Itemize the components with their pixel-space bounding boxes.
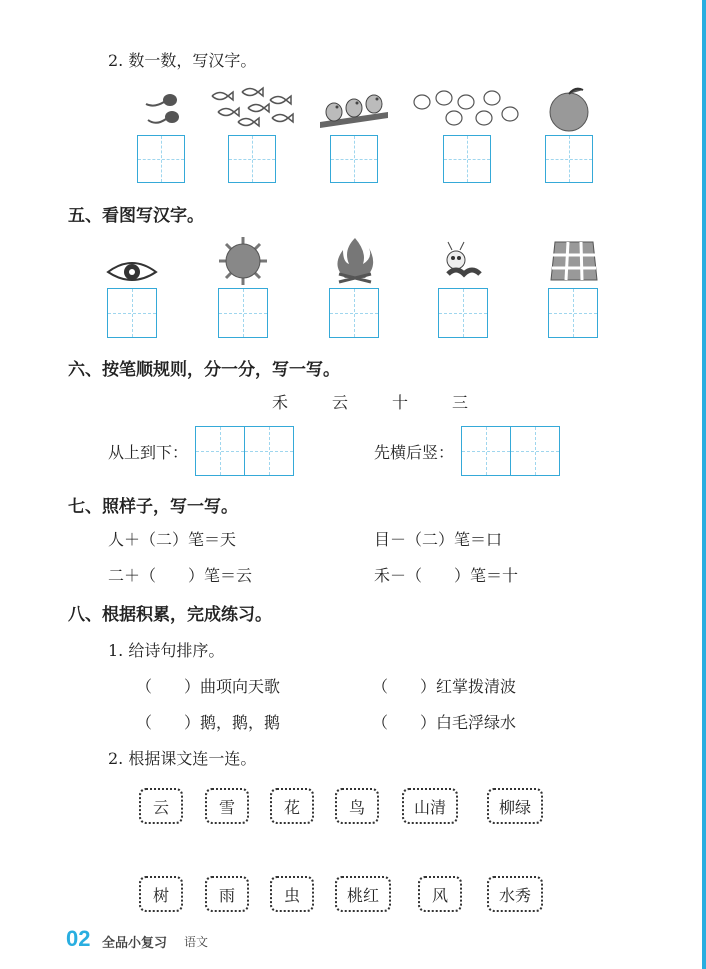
match-card-bottom[interactable]: 雨 <box>205 876 249 912</box>
writing-grid[interactable] <box>218 288 268 338</box>
poem-line: （ ）红掌拨清波 <box>372 677 517 696</box>
example-row: 目－（二）笔＝口 <box>374 530 503 549</box>
stroke-char: 禾 <box>272 393 289 412</box>
birds-on-branch-icon <box>318 86 390 130</box>
poem-line: （ ）鹅，鹅，鹅 <box>136 713 281 732</box>
match-card-top[interactable]: 云 <box>139 788 183 824</box>
section7-heading: 七、照样子，写一写。 <box>68 497 238 517</box>
stroke-char: 十 <box>392 393 409 412</box>
writing-grid[interactable] <box>107 288 157 338</box>
writing-grid[interactable] <box>228 135 276 183</box>
top-to-bottom-label: 从上到下： <box>108 443 189 462</box>
tadpole-icon <box>140 90 186 130</box>
writing-grid[interactable] <box>244 426 294 476</box>
poem-order-heading: 1. 给诗句排序。 <box>108 641 225 660</box>
chicks-icon <box>410 88 524 128</box>
page-number: 02 <box>66 926 91 951</box>
fish-school-icon <box>208 86 300 128</box>
match-card-bottom[interactable]: 风 <box>418 876 462 912</box>
match-card-top[interactable]: 花 <box>270 788 314 824</box>
poem-line: （ ）白毛浮绿水 <box>372 713 517 732</box>
match-card-bottom[interactable]: 树 <box>139 876 183 912</box>
writing-grid[interactable] <box>330 135 378 183</box>
bug-icon <box>440 240 488 284</box>
writing-grid[interactable] <box>438 288 488 338</box>
section5-heading: 五、看图写汉字。 <box>68 206 204 226</box>
eye-icon <box>106 258 158 284</box>
writing-grid[interactable] <box>195 426 245 476</box>
writing-grid[interactable] <box>545 135 593 183</box>
exercise-row: 二＋（ ）笔＝云 <box>108 566 253 585</box>
writing-grid[interactable] <box>461 426 511 476</box>
field-icon <box>549 238 599 284</box>
poem-line: （ ）曲项向天歌 <box>136 677 281 696</box>
match-card-top[interactable]: 雪 <box>205 788 249 824</box>
writing-grid[interactable] <box>443 135 491 183</box>
match-card-top[interactable]: 柳绿 <box>487 788 543 824</box>
subject-label: 语文 <box>184 935 209 949</box>
writing-grid[interactable] <box>137 135 185 183</box>
match-card-top[interactable]: 鸟 <box>335 788 379 824</box>
writing-grid[interactable] <box>510 426 560 476</box>
example-row: 人＋（二）笔＝天 <box>108 530 237 549</box>
exercise-row: 禾－（ ）笔＝十 <box>374 566 519 585</box>
count-heading: 2. 数一数，写汉字。 <box>108 51 257 70</box>
writing-grid[interactable] <box>548 288 598 338</box>
sun-icon <box>218 236 268 286</box>
match-card-bottom[interactable]: 桃红 <box>335 876 391 912</box>
horizontal-then-vertical-label: 先横后竖： <box>374 443 455 462</box>
match-heading: 2. 根据课文连一连。 <box>108 749 257 768</box>
section6-heading: 六、按笔顺规则，分一分，写一写。 <box>68 360 340 380</box>
writing-grid[interactable] <box>329 288 379 338</box>
stroke-char: 三 <box>452 393 469 412</box>
match-card-top[interactable]: 山清 <box>402 788 458 824</box>
section8-heading: 八、根据积累，完成练习。 <box>68 605 272 625</box>
fire-icon <box>333 236 377 284</box>
stroke-char: 云 <box>332 393 349 412</box>
apple-icon <box>546 86 592 132</box>
match-card-bottom[interactable]: 虫 <box>270 876 314 912</box>
match-card-bottom[interactable]: 水秀 <box>487 876 543 912</box>
page-edge-stripe <box>702 0 706 969</box>
book-title: 全品小复习 <box>102 936 168 951</box>
